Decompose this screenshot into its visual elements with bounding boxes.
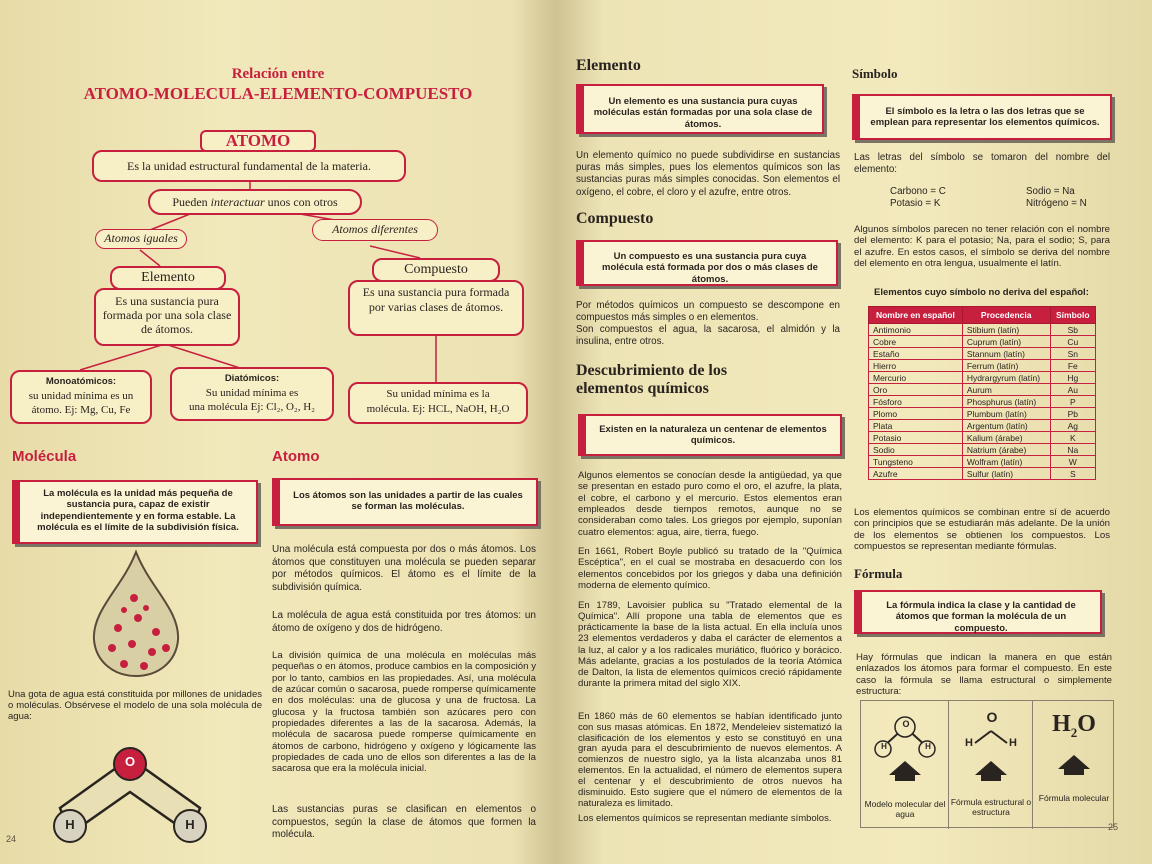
pueden-text-pre: Pueden (172, 195, 211, 209)
pueden-interactuar-node (148, 189, 362, 215)
simbolo-heading: Símbolo (852, 66, 898, 81)
right-page (556, 0, 1152, 864)
left-page (0, 0, 556, 864)
atomos-iguales-pill: Atomos iguales (95, 229, 187, 249)
cell-simbolo: K (1050, 432, 1095, 444)
table-row (869, 456, 1096, 468)
figure-molecular-model (861, 701, 949, 829)
figure-molecular-formula-caption: Fórmula molecular (1038, 793, 1110, 803)
molecular-formula-text (1033, 711, 1115, 741)
table-row (869, 384, 1096, 396)
cell-procedencia: Stannum (latín) (962, 348, 1050, 360)
descubrimiento-heading (576, 362, 727, 398)
descubrimiento-heading-line2: elementos químicos (576, 380, 709, 397)
atomo-paragraph-3: La división química de una molécula en moléculas más pequeñas o en átomos, produce cambios en la composición y por lo tanto, cambios en las propiedades. Así, una molécula de azúcar común o sacarosa, puede romperse químicamente en dos moléculas: una de glucosa y una de fructosa. La glucosa y la fructosa también son azúcares pero con propiedades diferentes a las de la sacarosa. Además, la molécula de sacarosa puede romperse químicamente en átomos de carbono, hidrógeno y oxígeno y lógicamente las propiedades de cada uno de ellos son diferentes a las de la sacarosa que era la molécula inicial. (272, 650, 536, 775)
compuesto-node-label: Compuesto (372, 258, 500, 282)
compuesto-minimo-text-2: molécula. Ej: HCL, NaOH, H₂O (366, 403, 510, 415)
cell-nombre: Antimonio (869, 324, 963, 336)
symbol-table-header-row (869, 307, 1096, 324)
simbolo-example: Potasio = K (890, 198, 941, 209)
simbolo-paragraph-1: Las letras del símbolo se tomaron del nombre del elemento: (854, 152, 1110, 176)
cell-procedencia: Phosphurus (latín) (962, 396, 1050, 408)
cell-simbolo: Fe (1050, 360, 1095, 372)
cell-simbolo: Ag (1050, 420, 1095, 432)
cell-simbolo: Sb (1050, 324, 1095, 336)
formula-o: O (1077, 711, 1096, 737)
cell-nombre: Hierro (869, 360, 963, 372)
cell-procedencia: Stibium (latín) (962, 324, 1050, 336)
cell-procedencia: Kalium (árabe) (962, 432, 1050, 444)
cell-procedencia: Hydrargyrum (latín) (962, 372, 1050, 384)
water-drop-caption: Una gota de agua está constituida por millones de unidades o moléculas. Obsérvese el modelo de una sola molécula de agua: (8, 689, 262, 722)
cell-procedencia: Argentum (latín) (962, 420, 1050, 432)
cell-procedencia: Ferrum (latín) (962, 360, 1050, 372)
elemento-paragraph: Un elemento químico no puede subdividirse en sustancias puras más simples, pues los elementos químicos son las sustancias puras más simples conocidas. Son elementos el oxígeno, el cobre, el cloro y el azufre, entre otros. (576, 150, 840, 198)
compuesto-heading: Compuesto (576, 210, 654, 227)
atomo-paragraph-4: Las sustancias puras se clasifican en elementos o compuestos, según la clase de átomos que formen la molécula. (272, 804, 536, 840)
atomo-paragraph-2: La molécula de agua está constituida por tres átomos: un átomo de oxígeno y dos de hidrógeno. (272, 610, 536, 634)
cell-nombre: Tungsteno (869, 456, 963, 468)
simbolo-definition-box: El símbolo es la letra o las dos letras que se emplean para representar los elementos químicos. (852, 94, 1112, 140)
atomo-node-label: ATOMO (200, 130, 316, 152)
cell-nombre: Mercurio (869, 372, 963, 384)
elemento-node-definition: Es una sustancia pura formada por una sola clase de átomos. (94, 288, 240, 346)
formula-paragraph: Hay fórmulas que indican la manera en que están enlazados los átomos para formar el compuesto. En este caso la fórmula se llama estructural o simplemente estructura: (856, 652, 1112, 697)
monoatomicos-node (10, 370, 152, 424)
cell-simbolo: W (1050, 456, 1095, 468)
compuesto-definition-box: Un compuesto es una sustancia pura cuya molécula está formada por dos o más clases de átomos. (576, 240, 838, 286)
cell-procedencia: Aurum (962, 384, 1050, 396)
table-row (869, 348, 1096, 360)
descubrimiento-definition-box: Existen en la naturaleza un centenar de elementos químicos. (578, 414, 842, 456)
atomo-node-definition: Es la unidad estructural fundamental de la materia. (92, 150, 406, 182)
elemento-definition-box: Un elemento es una sustancia pura cuyas moléculas están formadas por una sola clase de átomos. (576, 84, 824, 134)
compuesto-minimo-node (348, 382, 528, 424)
table-row (869, 336, 1096, 348)
table-row (869, 444, 1096, 456)
symbol-table-title: Elementos cuyo símbolo no deriva del español: (874, 287, 1089, 298)
cell-nombre: Potasio (869, 432, 963, 444)
atomos-diferentes-pill: Atomos diferentes (312, 219, 438, 241)
model-oxygen-label: O (902, 719, 910, 729)
table-row (869, 360, 1096, 372)
cell-simbolo: S (1050, 468, 1095, 480)
table-row (869, 396, 1096, 408)
simbolo-paragraph-2: Algunos símbolos parecen no tener relación con el nombre del elemento: K para el potasio; Na, para el sodio; S, para el azufre. En estos casos, el símbolo se deriva del nombre del elemento en otra lengua, usualmente el latín. (854, 224, 1110, 269)
column-header-procedencia: Procedencia (962, 307, 1050, 324)
diagram-connectors (0, 0, 556, 430)
molecula-definition-box: La molécula es la unidad más pequeña de sustancia pura, capaz de existir independientemente y en forma estable. La molécula es el límite de la subdivisión física. (12, 480, 258, 544)
monoatomicos-text: su unidad mínima es un átomo. Ej: Mg, Cu, Fe (28, 390, 134, 416)
descubrimiento-paragraph-2: En 1661, Robert Boyle publicó su tratado de la "Química Escéptica", en el cual se mostraba en desacuerdo con los elementos concebidos por los griegos y daba una definición moderna de elemento químico. (578, 546, 842, 591)
cell-simbolo: Na (1050, 444, 1095, 456)
atomo-paragraph-1: Una molécula está compuesta por dos o más átomos. Los átomos que constituyen una molécula se pueden separar por métodos químicos. El átomo es el límite de la subdivisión química. (272, 544, 536, 593)
figure-molecular-formula (1033, 701, 1115, 829)
descubrimiento-paragraph-3: En 1789, Lavoisier publica su "Tratado elemental de la Química". Allí propone una tabla de elementos que es prácticamente la base de la lista actual. En ella incluía unos 23 elementos verdaderos y daba el carácter de elementos a la luz, al calor y a los radicales muriático, fluórico y borácico. Más adelante, gracias a los postulados de la teoría Atómica de Dalton, la lista de elementos químicos creció rápidamente durante la primera mitad del siglo XIX. (578, 600, 842, 689)
diagram-title-line2: ATOMO-MOLECULA-ELEMENTO-COMPUESTO (83, 84, 473, 103)
table-row (869, 408, 1096, 420)
column-header-simbolo: Símbolo (1050, 307, 1095, 324)
simbolo-example-row-1 (890, 186, 1100, 198)
atomo-definition-box: Los átomos son las unidades a partir de las cuales se forman las moléculas. (272, 478, 538, 526)
cell-nombre: Sodio (869, 444, 963, 456)
descubrimiento-paragraph-5: Los elementos químicos se representan mediante símbolos. (578, 813, 832, 824)
diatomicos-text-1: Su unidad mínima es (205, 387, 299, 399)
molecula-heading: Molécula (12, 448, 77, 465)
formula-figures (860, 700, 1114, 828)
structural-hydrogen-label-2: H (1009, 737, 1017, 749)
compuesto-paragraph-2: Son compuestos el agua, la sacarosa, el almidón y la insulina, entre otros. (576, 324, 840, 348)
cell-simbolo: Pb (1050, 408, 1095, 420)
cell-procedencia: Sulfur (latín) (962, 468, 1050, 480)
simbolo-examples (890, 186, 1100, 210)
table-row (869, 420, 1096, 432)
model-hydrogen-label-1: H (881, 742, 887, 751)
column-header-nombre: Nombre en español (869, 307, 963, 324)
simbolo-paragraph-3: Los elementos químicos se combinan entre sí de acuerdo con principios que se estudiarán más adelante. De la unión de los elementos se obtienen los compuestos. Los compuestos se representan mediante fórmulas. (854, 507, 1110, 552)
cell-simbolo: P (1050, 396, 1095, 408)
formula-definition-box: La fórmula indica la clase y la cantidad de átomos que forman la molécula de un compuesto. (854, 590, 1102, 634)
structural-oxygen-label: O (986, 709, 998, 725)
symbol-table-body (869, 324, 1096, 480)
diatomicos-node (170, 367, 334, 421)
compuesto-minimo-text-1: Su unidad mínima es la (386, 388, 490, 400)
formula-heading: Fórmula (854, 566, 903, 581)
descubrimiento-paragraph-4: En 1860 más de 60 elementos se habían identificado junto con sus masas atómicas. En 1872, Mendeleiev sistematizó la clasificación de los elementos y esto se constituyó en una gran ayuda para el descubrimiento de nuevos elementos. A comienzos de nuestro siglo, ya la lista alcanzaba unos 81 elementos. En la actualidad, el número de elementos supera el centenar y el descubrimiento de otros nuevos ha disminuido. Esto sugiere que el número de elementos de la naturaleza es limitado. (578, 711, 842, 809)
simbolo-example: Nitrógeno = N (1026, 198, 1087, 209)
cell-simbolo: Sn (1050, 348, 1095, 360)
cell-nombre: Estaño (869, 348, 963, 360)
figure-molecular-model-caption: Modelo molecular del agua (864, 799, 946, 819)
page-number-left: 24 (6, 834, 17, 844)
cell-nombre: Cobre (869, 336, 963, 348)
diatomicos-label: Diatómicos: (224, 373, 280, 384)
compuesto-paragraph-1: Por métodos químicos un compuesto se descompone en compuestos más simples o en elementos. (576, 300, 840, 324)
molecular-formula-arrow-icon (1041, 745, 1107, 783)
cell-procedencia: Natrium (árabe) (962, 444, 1050, 456)
formula-subscript: 2 (1070, 724, 1078, 740)
cell-nombre: Azufre (869, 468, 963, 480)
model-hydrogen-label-2: H (925, 742, 931, 751)
cell-nombre: Plomo (869, 408, 963, 420)
cell-simbolo: Au (1050, 384, 1095, 396)
table-row (869, 324, 1096, 336)
diagram-title-line1: Relación entre (231, 66, 325, 82)
cell-nombre: Fósforo (869, 396, 963, 408)
cell-simbolo: Hg (1050, 372, 1095, 384)
pueden-text-em: interactuar (210, 195, 265, 209)
table-row (869, 432, 1096, 444)
page-number-right: 25 (1108, 822, 1119, 832)
simbolo-example: Carbono = C (890, 186, 946, 197)
simbolo-example: Sodio = Na (1026, 186, 1075, 197)
cell-procedencia: Plumbum (latín) (962, 408, 1050, 420)
formula-h: H (1052, 711, 1071, 737)
pueden-text-post: unos con otros (264, 195, 338, 209)
simbolo-example-row-2 (890, 198, 1100, 210)
cell-simbolo: Cu (1050, 336, 1095, 348)
figure-structural-formula (949, 701, 1033, 829)
table-row (869, 468, 1096, 480)
cell-procedencia: Cuprum (latín) (962, 336, 1050, 348)
structural-hydrogen-label-1: H (965, 737, 973, 749)
cell-procedencia: Wolfram (latín) (962, 456, 1050, 468)
compuesto-node-definition: Es una sustancia pura formada por varias clases de átomos. (348, 280, 524, 336)
figure-structural-formula-caption: Fórmula estructural o estructura (950, 797, 1032, 817)
cell-nombre: Oro (869, 384, 963, 396)
cell-nombre: Plata (869, 420, 963, 432)
descubrimiento-heading-line1: Descubrimiento de los (576, 362, 728, 379)
symbol-table (868, 306, 1096, 480)
water-model-oxygen-label: O (124, 754, 136, 769)
water-drop-illustration (88, 548, 184, 678)
elemento-heading: Elemento (576, 57, 641, 74)
descubrimiento-paragraph-1: Algunos elementos se conocían desde la antigüedad, ya que se presentan en estado puro como el oro, el azufre, la plata, el cobre, el carbono y el mercurio. Estos elementos eran empleados desde tiempos remotos, aunque no se consideraban como tales. Los griegos por ejemplo, suponían cuatro elementos: agua, aire, tierra, fuego. (578, 470, 842, 538)
atomo-heading: Atomo (272, 448, 320, 465)
table-row (869, 372, 1096, 384)
water-model-hydrogen-label-2: H (185, 817, 195, 832)
diatomicos-text-2: una molécula Ej: Cl₂, O₂, H₂ (188, 401, 316, 413)
water-model-hydrogen-label-1: H (65, 817, 75, 832)
monoatomicos-label: Monoatómicos: (45, 376, 117, 387)
elemento-node-label: Elemento (110, 266, 226, 290)
